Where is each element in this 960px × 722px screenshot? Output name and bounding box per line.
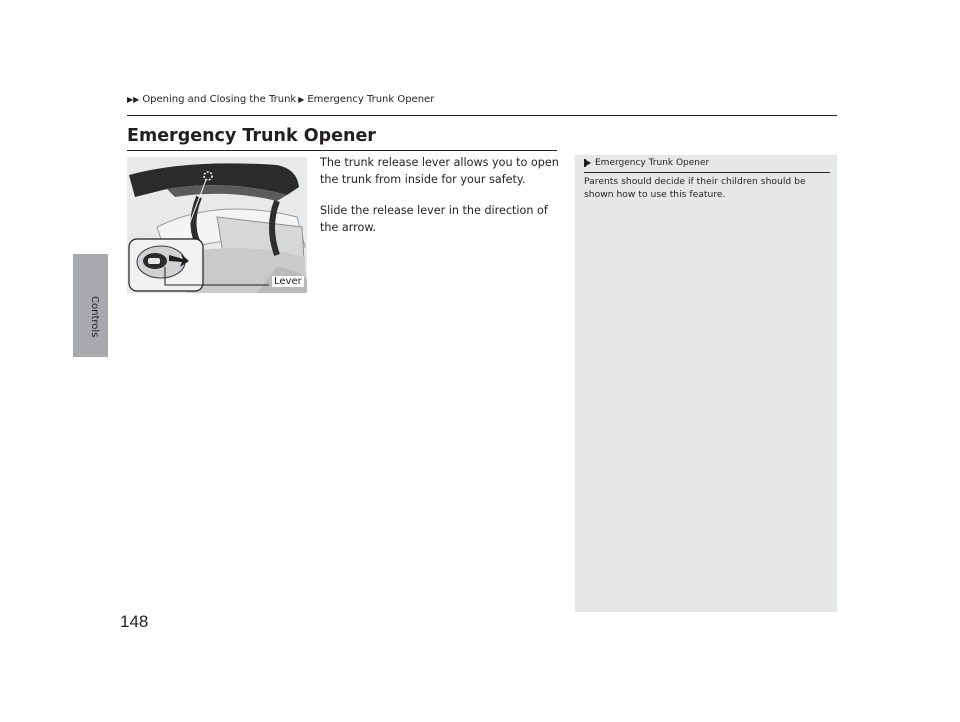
body-text bbox=[320, 155, 565, 251]
page-title: Emergency Trunk Opener bbox=[127, 126, 376, 146]
page-number: 148 bbox=[120, 612, 149, 631]
section-side-label: Controls bbox=[89, 296, 100, 338]
header-rule bbox=[127, 115, 837, 116]
body-paragraph-1: The trunk release lever allows you to open the trunk from inside for your safety. bbox=[320, 156, 559, 186]
breadcrumb-arrow-icon: ▶ bbox=[298, 95, 305, 104]
note-heading-text: Emergency Trunk Opener bbox=[595, 158, 710, 168]
title-rule bbox=[127, 150, 557, 151]
trunk-lever-figure bbox=[127, 157, 307, 293]
breadcrumb-item-trunk[interactable]: Opening and Closing the Trunk bbox=[142, 94, 297, 105]
breadcrumb-arrow-icon: ▶▶ bbox=[127, 95, 140, 104]
note-text: Parents should decide if their children should be shown how to use this feature. bbox=[584, 176, 806, 200]
trunk-illustration bbox=[127, 157, 307, 293]
note-box bbox=[575, 155, 837, 612]
breadcrumb bbox=[127, 94, 434, 105]
breadcrumb-item-emergency-opener[interactable]: Emergency Trunk Opener bbox=[307, 94, 435, 105]
body-paragraph-2: Slide the release lever in the direction of the arrow. bbox=[320, 204, 548, 234]
note-marker-icon bbox=[584, 159, 593, 167]
lever-callout-label: Lever bbox=[274, 276, 302, 287]
note-rule bbox=[584, 172, 830, 173]
note-heading bbox=[584, 158, 709, 168]
